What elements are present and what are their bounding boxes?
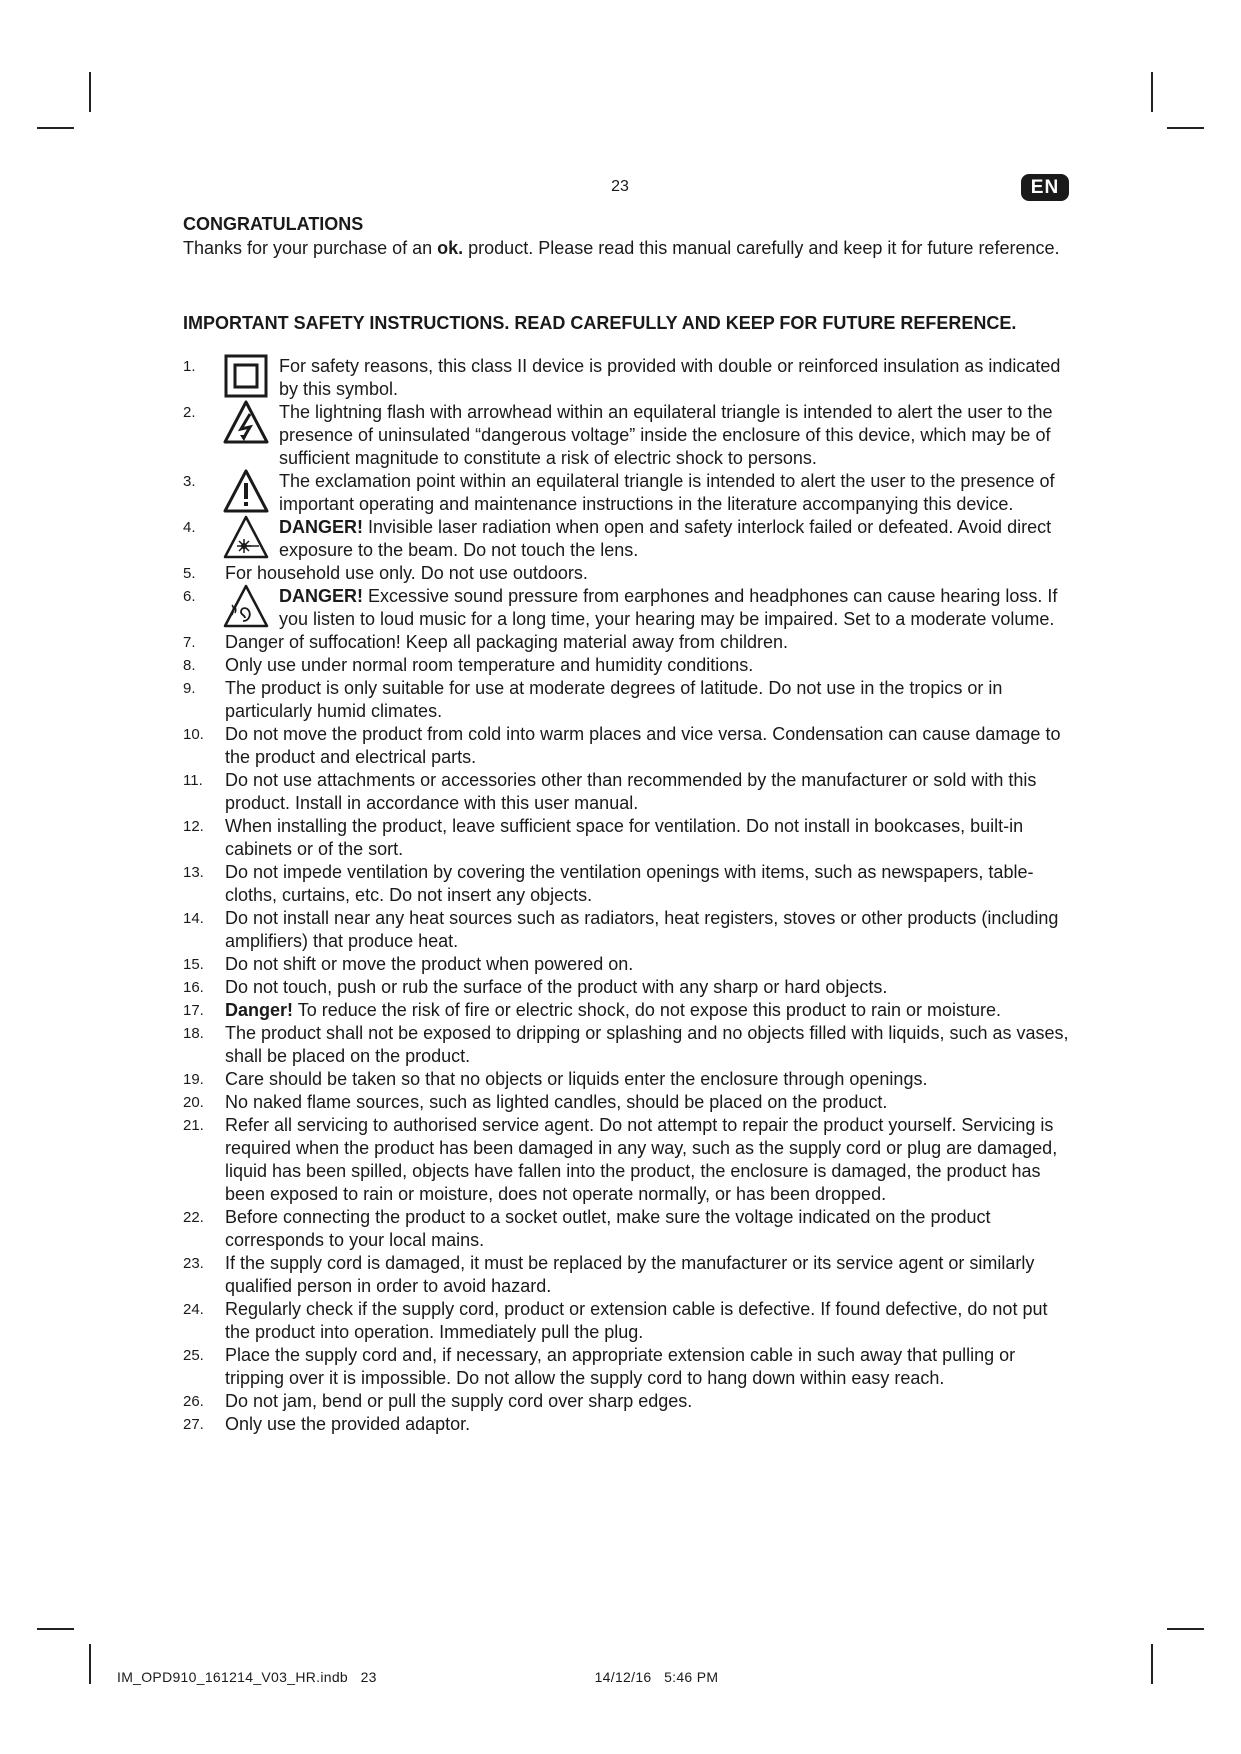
item-number: 19. <box>183 1071 204 1088</box>
intro-text-after: product. Please read this manual carefully and keep it for future reference. <box>463 238 1060 258</box>
safety-item-13 <box>183 861 1073 907</box>
item-number: 11. <box>183 772 203 789</box>
safety-item-23 <box>183 1252 1073 1298</box>
item-body: Only use under normal room temperature and humidity conditions. <box>225 655 754 675</box>
item-body: Do not jam, bend or pull the supply cord over sharp edges. <box>225 1391 693 1411</box>
crop-mark-bottom-left-v <box>89 1644 91 1684</box>
item-number: 25. <box>183 1347 204 1364</box>
exclamation-triangle-icon <box>223 468 269 514</box>
safety-item-1 <box>183 355 1073 401</box>
item-number: 23. <box>183 1255 204 1272</box>
item-text <box>183 654 1073 677</box>
crop-mark-top-right-v <box>1151 72 1153 112</box>
item-warning-label: DANGER! <box>279 517 363 537</box>
item-number: 13. <box>183 864 204 881</box>
safety-item-24 <box>183 1298 1073 1344</box>
item-number: 24. <box>183 1301 204 1318</box>
item-number: 26. <box>183 1393 204 1410</box>
print-footer: IM_OPD910_161214_V03_HR.indb 23 14/12/16 5:46 PM <box>117 1669 719 1685</box>
item-text <box>183 401 1073 470</box>
congratulations-heading: CONGRATULATIONS <box>183 214 364 234</box>
safety-item-25 <box>183 1344 1073 1390</box>
document-body <box>183 213 1073 1436</box>
intro-paragraph <box>183 237 1073 260</box>
language-badge: EN <box>1021 174 1069 201</box>
item-text <box>183 585 1073 631</box>
double-square-icon <box>223 353 269 399</box>
item-body: Do not touch, push or rub the surface of the product with any sharp or hard objects. <box>225 977 888 997</box>
item-body: Only use the provided adaptor. <box>225 1414 471 1434</box>
item-warning-label: DANGER! <box>279 586 363 606</box>
item-text <box>183 861 1073 907</box>
crop-mark-bottom-right-h <box>1167 1628 1204 1630</box>
item-text <box>183 516 1073 562</box>
item-text <box>183 1298 1073 1344</box>
brand-name: ok. <box>437 238 464 258</box>
item-number: 18. <box>183 1025 204 1042</box>
item-number: 15. <box>183 956 204 973</box>
item-body: For household use only. Do not use outdoors. <box>225 563 588 583</box>
safety-heading: IMPORTANT SAFETY INSTRUCTIONS. READ CAREFULLY AND KEEP FOR FUTURE REFERENCE. <box>183 313 1017 333</box>
item-body: The lightning flash with arrowhead within an equilateral triangle is intended to alert the user to the presence of uninsulated “dangerous voltage” inside the enclosure of this device, which may be of sufficient magnitude to constitute a risk of electric shock to persons. <box>279 402 1053 468</box>
item-body: Do not shift or move the product when powered on. <box>225 954 634 974</box>
item-number: 8. <box>183 657 196 674</box>
item-body: Do not install near any heat sources such as radiators, heat registers, stoves or other products (including amplifiers) that produce heat. <box>225 908 1059 951</box>
item-number: 6. <box>183 588 196 605</box>
item-number: 9. <box>183 680 196 697</box>
item-number: 10. <box>183 726 204 743</box>
item-number: 3. <box>183 473 196 490</box>
crop-mark-bottom-left-h <box>37 1628 74 1630</box>
laser-triangle-icon <box>223 514 269 560</box>
item-body: Invisible laser radiation when open and safety interlock failed or defeated. Avoid direct exposure to the beam. Do not touch the lens. <box>279 517 1052 560</box>
item-number: 2. <box>183 404 196 421</box>
item-body: When installing the product, leave sufficient space for ventilation. Do not install in bookcases, built-in cabinets or of the sort. <box>225 816 1024 859</box>
item-body: Regularly check if the supply cord, product or extension cable is defective. If found defective, do not put the product into operation. Immediately pull the plug. <box>225 1299 1048 1342</box>
safety-item-7 <box>183 631 1073 654</box>
item-body: Care should be taken so that no objects or liquids enter the enclosure through openings. <box>225 1069 928 1089</box>
safety-item-17 <box>183 999 1073 1022</box>
item-text <box>183 976 1073 999</box>
safety-item-15 <box>183 953 1073 976</box>
item-body: The product shall not be exposed to dripping or splashing and no objects filled with liquids, such as vases, shall be placed on the product. <box>225 1023 1069 1066</box>
safety-item-22 <box>183 1206 1073 1252</box>
safety-item-27 <box>183 1413 1073 1436</box>
item-body: Do not move the product from cold into warm places and vice versa. Condensation can cause damage to the product and electrical parts. <box>225 724 1061 767</box>
item-text <box>183 631 1073 654</box>
item-text <box>183 1206 1073 1252</box>
safety-item-26 <box>183 1390 1073 1413</box>
safety-item-9 <box>183 677 1073 723</box>
item-text <box>183 907 1073 953</box>
item-number: 14. <box>183 910 204 927</box>
item-number: 21. <box>183 1117 204 1134</box>
item-text <box>183 1390 1073 1413</box>
item-number: 7. <box>183 634 196 651</box>
hearing-triangle-icon <box>223 583 269 629</box>
item-text <box>183 470 1073 516</box>
safety-item-2 <box>183 401 1073 470</box>
item-body: Danger of suffocation! Keep all packaging material away from children. <box>225 632 788 652</box>
crop-mark-top-left-h <box>37 127 74 129</box>
safety-item-21 <box>183 1114 1073 1206</box>
item-body: If the supply cord is damaged, it must be replaced by the manufacturer or its service agent or similarly qualified person in order to avoid hazard. <box>225 1253 1035 1296</box>
item-text <box>183 355 1073 401</box>
item-number: 12. <box>183 818 204 835</box>
lightning-triangle-icon <box>223 399 269 445</box>
item-number: 5. <box>183 565 196 582</box>
safety-item-16 <box>183 976 1073 999</box>
safety-item-18 <box>183 1022 1073 1068</box>
item-body: Place the supply cord and, if necessary, an appropriate extension cable in such away that pulling or tripping over it is impossible. Do not allow the supply cord to hang down within easy reach. <box>225 1345 1016 1388</box>
item-number: 17. <box>183 1002 204 1019</box>
item-body: Do not impede ventilation by covering the ventilation openings with items, such as newspapers, table-cloths, curtains, etc. Do not insert any objects. <box>225 862 1034 905</box>
safety-item-19 <box>183 1068 1073 1091</box>
item-body: Before connecting the product to a socket outlet, make sure the voltage indicated on the product corresponds to your local mains. <box>225 1207 991 1250</box>
intro-text-before: Thanks for your purchase of an <box>183 238 438 258</box>
item-text <box>183 562 1073 585</box>
crop-mark-top-right-h <box>1167 127 1204 129</box>
crop-mark-top-left-v <box>89 72 91 112</box>
safety-item-3 <box>183 470 1073 516</box>
item-text <box>183 1091 1073 1114</box>
item-body: For safety reasons, this class II device is provided with double or reinforced insulation as indicated by this symbol. <box>279 356 1061 399</box>
item-number: 4. <box>183 519 196 536</box>
safety-item-14 <box>183 907 1073 953</box>
item-body: No naked flame sources, such as lighted candles, should be placed on the product. <box>225 1092 888 1112</box>
item-text <box>183 815 1073 861</box>
item-text <box>183 1114 1073 1206</box>
safety-item-11 <box>183 769 1073 815</box>
safety-item-5 <box>183 562 1073 585</box>
item-text <box>183 1344 1073 1390</box>
safety-item-8 <box>183 654 1073 677</box>
item-body: Refer all servicing to authorised service agent. Do not attempt to repair the product yourself. Servicing is required when the product has been damaged in any way, such as the supply cord or plug are damaged, liquid has been spilled, objects have fallen into the product, the enclosure is damaged, the product has been exposed to rain or moisture, does not operate normally, or has been dropped. <box>225 1115 1058 1204</box>
item-text <box>183 723 1073 769</box>
item-body: Do not use attachments or accessories other than recommended by the manufacturer or sold with this product. Install in accordance with this user manual. <box>225 770 1037 813</box>
item-number: 27. <box>183 1416 204 1433</box>
item-text <box>183 769 1073 815</box>
crop-mark-bottom-right-v <box>1151 1644 1153 1684</box>
safety-item-12 <box>183 815 1073 861</box>
item-body: The exclamation point within an equilateral triangle is intended to alert the user to the presence of important operating and maintenance instructions in the literature accompanying this device. <box>279 471 1055 514</box>
item-warning-label: Danger! <box>225 1000 294 1020</box>
safety-item-10 <box>183 723 1073 769</box>
item-number: 20. <box>183 1094 204 1111</box>
item-text <box>183 1022 1073 1068</box>
safety-item-6 <box>183 585 1073 631</box>
item-number: 22. <box>183 1209 204 1226</box>
item-number: 16. <box>183 979 204 996</box>
page-number: 23 <box>611 178 629 195</box>
item-text <box>183 999 1073 1022</box>
item-text <box>183 1252 1073 1298</box>
item-number: 1. <box>183 358 196 375</box>
item-body: Excessive sound pressure from earphones and headphones can cause hearing loss. If you listen to loud music for a long time, your hearing may be impaired. Set to a moderate volume. <box>279 586 1058 629</box>
safety-item-20 <box>183 1091 1073 1114</box>
item-body: The product is only suitable for use at moderate degrees of latitude. Do not use in the tropics or in particularly humid climates. <box>225 678 1003 721</box>
item-text <box>183 953 1073 976</box>
item-body: To reduce the risk of fire or electric shock, do not expose this product to rain or moisture. <box>293 1000 1002 1020</box>
safety-instructions-list <box>183 355 1073 1436</box>
item-text <box>183 677 1073 723</box>
item-text <box>183 1068 1073 1091</box>
safety-item-4 <box>183 516 1073 562</box>
item-text <box>183 1413 1073 1436</box>
